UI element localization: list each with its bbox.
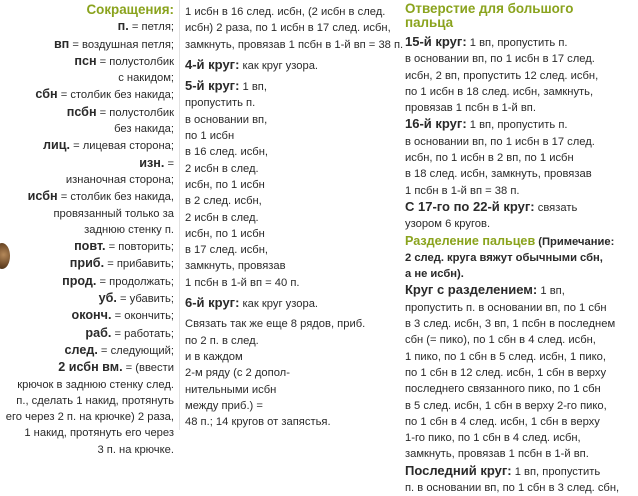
- right-column: [405, 2, 637, 496]
- title-line: Отверстие для большого: [405, 1, 574, 16]
- abbreviation-term: раб.: [85, 325, 112, 340]
- abbreviation-line: [4, 393, 174, 409]
- text-line: в 18 след. исбн, замкнуть, провязав: [405, 168, 592, 181]
- text-line: 48 п.; 14 кругов от запястья.: [185, 416, 331, 429]
- round-17-22-text: узором 6 кругов.: [405, 218, 491, 231]
- abbreviation-definition: = убавить;: [116, 293, 174, 306]
- text-line: а не исбн).: [405, 268, 464, 281]
- text-line: сбн (= пико), по 1 сбн в 4 след. исбн,: [405, 334, 596, 347]
- text-line: Связать так же еще 8 рядов, приб.: [185, 318, 366, 331]
- text-line: по 1 сбн в 4 след. исбн, 1 сбн в верху: [405, 415, 600, 428]
- round-6: 6-й круг: как круг узора.: [185, 295, 319, 311]
- abbreviation-line: [4, 222, 174, 238]
- abbreviation-line: [4, 425, 174, 441]
- abbreviation-term: уб.: [98, 291, 117, 306]
- text-line: между приб.) =: [185, 399, 263, 412]
- text-line: 1 псбн в 1-й вп = 38 п.: [405, 184, 520, 197]
- text-line: нительными исбн: [185, 383, 277, 396]
- round-15-header: 15-й круг: 1 вп, пропустить п.: [405, 34, 568, 49]
- round-17-22-header: С 17-го по 22-й круг: связать: [405, 198, 578, 214]
- text-line: пропустить п.: [185, 97, 256, 110]
- abbreviation-term: лиц.: [43, 138, 70, 153]
- round-4: 4-й круг: как круг узора.: [185, 56, 319, 72]
- text-line: 1 псбн в 1-й вп = 40 п.: [185, 276, 300, 289]
- abbreviation-term: прод.: [62, 273, 97, 288]
- abbreviation-definition: его через 2 п. на крючке) 2 раза,: [5, 411, 174, 424]
- intro-text: [185, 4, 404, 53]
- abbreviation-definition: = столбик без накида;: [57, 89, 174, 102]
- last-round-header: Последний круг: 1 вп, пропустить: [405, 462, 601, 478]
- abbreviation-line: [4, 172, 174, 188]
- text-line: 2 след. круга вяжут обычными сбн,: [405, 251, 603, 264]
- text-line: исбн, по 1 исбн в 2 вп, по 1 исбн: [405, 152, 574, 165]
- abbreviation-definition: крючок в заднюю стенку след.: [17, 378, 174, 391]
- text-line: последнего связанного пико, по 1 сбн: [405, 383, 601, 396]
- text-line: исбн, по 1 исбн: [185, 178, 265, 191]
- round-16-header: 16-й круг: 1 вп, пропустить п.: [405, 116, 568, 132]
- abbreviation-term: след.: [64, 342, 98, 357]
- abbreviation-term: псбн: [66, 104, 97, 119]
- final-instructions: [185, 316, 399, 430]
- text-line: в 17 след. исбн,: [185, 244, 268, 257]
- abbreviation-term: приб.: [69, 256, 105, 271]
- abbreviation-definition: п., сделать 1 накид, протянуть: [16, 394, 174, 407]
- text-line: 1 исбн в 16 след. исбн, (2 исбн в след.: [185, 6, 386, 18]
- text-line: 1 пико, по 1 сбн в 5 след. исбн, 1 пико,: [405, 350, 606, 363]
- abbreviation-definition: = работать;: [111, 327, 174, 340]
- abbreviation-term: изн.: [139, 155, 165, 170]
- text-line: 2 исбн в след.: [185, 162, 259, 175]
- abbreviation-definition: = (ввести: [122, 362, 174, 375]
- text-line: в 2 след. исбн,: [185, 195, 262, 208]
- abbreviation-line: [4, 155, 174, 172]
- abbreviation-term: псн: [74, 53, 97, 68]
- abbreviation-definition: = столбик без накида,: [57, 191, 174, 204]
- abbreviation-line: [4, 273, 174, 290]
- text-line: исбн, 2 вп, пропустить 12 след. исбн,: [405, 69, 599, 82]
- abbreviation-line: [4, 290, 174, 307]
- abbreviation-definition: = прибавить;: [104, 258, 174, 271]
- abbreviation-definition: 3 п. на крючке.: [97, 443, 174, 456]
- finger-separation-note: [405, 250, 637, 283]
- abbreviation-definition: = окончить;: [111, 310, 174, 323]
- abbreviation-term: повт.: [74, 239, 106, 254]
- abbreviation-definition: =: [164, 157, 174, 170]
- text-line: в 16 след. исбн,: [185, 146, 268, 159]
- round-16-text: [405, 134, 637, 199]
- abbreviation-term: исбн: [27, 189, 58, 204]
- abbreviation-definition: = продолжать;: [96, 275, 174, 288]
- text-line: в 5 след. исбн, 1 сбн в верху 2-го пико,: [405, 399, 607, 412]
- text-line: по 1 исбн в 18 след. исбн, замкнуть,: [405, 85, 594, 98]
- title-line: пальца: [405, 15, 454, 30]
- abbreviation-line: [4, 359, 174, 376]
- abbreviation-term: п.: [117, 19, 129, 34]
- division-round-header: Круг с разделением: 1 вп,: [405, 282, 565, 298]
- abbreviation-definition: = полустолбик: [96, 106, 174, 119]
- abbreviation-line: [4, 442, 174, 458]
- text-line: провязав 1 псбн в 1-й вп.: [405, 102, 536, 115]
- abbreviation-term: 2 исбн вм.: [58, 360, 123, 375]
- abbreviation-definition: = лицевая сторона;: [69, 140, 174, 153]
- abbreviation-term: оконч.: [71, 308, 112, 323]
- text-line: замкнуть, провязав: [185, 260, 286, 273]
- abbreviation-line: [4, 325, 174, 342]
- text-line: в 3 след. исбн, 3 вп, 1 псбн в последнем: [405, 318, 616, 331]
- abbreviation-line: [4, 18, 174, 35]
- finger-separation-header: Разделение пальцев (Примечание:: [405, 233, 615, 248]
- abbreviation-line: [4, 238, 174, 255]
- abbreviation-definition: = полустолбик: [96, 55, 174, 68]
- text-line: 2 исбн в след.: [185, 211, 259, 224]
- abbreviation-definition: провязанный только за: [53, 207, 174, 220]
- thumb-hole-title: [405, 2, 637, 30]
- abbreviation-definition: 1 накид, протянуть его через: [24, 427, 174, 440]
- abbreviation-term: сбн: [35, 87, 58, 102]
- abbreviation-line: [4, 137, 174, 154]
- text-line: исбн, по 1 исбн: [185, 227, 265, 240]
- abbreviations-column: [4, 2, 174, 458]
- text-line: по 1 исбн: [185, 130, 235, 143]
- text-line: 1-го пико, по 1 сбн в 4 след. исбн,: [405, 432, 581, 445]
- text-line: и в каждом: [185, 350, 243, 363]
- abbreviation-line: [4, 121, 174, 137]
- text-line: исбн) 2 раза, по 1 исбн в 17 след. исбн,: [185, 22, 391, 35]
- abbreviation-line: [4, 409, 174, 425]
- text-line: в основании вп, по 1 исбн в 17 след.: [405, 135, 595, 148]
- abbreviation-line: [4, 255, 174, 272]
- round-5-header: 5-й круг: 1 вп,: [185, 78, 267, 94]
- abbreviation-definition: = петля;: [128, 21, 174, 34]
- text-line: в основании вп, по 1 исбн в 17 след.: [405, 53, 595, 66]
- abbreviation-line: [4, 53, 174, 70]
- abbreviations-list: [4, 18, 174, 458]
- round-5-text: [185, 95, 399, 291]
- abbreviation-line: [4, 342, 174, 359]
- round-15-text: [405, 51, 637, 116]
- abbreviation-definition: = воздушная петля;: [69, 38, 174, 51]
- abbreviation-line: [4, 188, 174, 205]
- abbreviation-line: [4, 86, 174, 103]
- column-divider: [179, 0, 180, 430]
- abbreviation-definition: = повторить;: [105, 241, 174, 254]
- abbreviation-definition: = следующий;: [97, 344, 174, 357]
- last-round-text: п. в основании вп, по 1 сбн в 3 след. сбн,: [405, 482, 620, 495]
- abbreviation-line: [4, 206, 174, 222]
- division-round-text: [405, 300, 637, 463]
- text-line: 2-м ряду (с 2 допол-: [185, 367, 290, 380]
- abbreviation-definition: изнаночная сторона;: [65, 173, 174, 186]
- abbreviation-definition: без накида;: [114, 123, 174, 136]
- abbreviation-line: [4, 36, 174, 53]
- middle-column: [185, 4, 404, 430]
- text-line: по 1 сбн в 12 след. исбн, 1 сбн в верху: [405, 366, 607, 379]
- text-line: в основании вп,: [185, 113, 268, 126]
- text-line: замкнуть, провязав 1 псбн в 1-й вп = 38 п.: [185, 38, 404, 51]
- abbreviation-line: [4, 307, 174, 324]
- abbreviation-line: [4, 104, 174, 121]
- abbreviation-definition: заднюю стенку п.: [84, 223, 174, 236]
- text-line: пропустить п. в основании вп, по 1 сбн: [405, 301, 607, 314]
- abbreviation-definition: с накидом;: [118, 72, 174, 85]
- abbreviation-term: вп: [53, 36, 70, 51]
- abbreviation-line: [4, 70, 174, 86]
- text-line: по 2 п. в след.: [185, 334, 259, 347]
- abbreviation-line: [4, 377, 174, 393]
- abbreviations-title: Сокращения:: [86, 2, 174, 17]
- text-line: замкнуть, провязав 1 псбн в 1-й вп.: [405, 448, 589, 461]
